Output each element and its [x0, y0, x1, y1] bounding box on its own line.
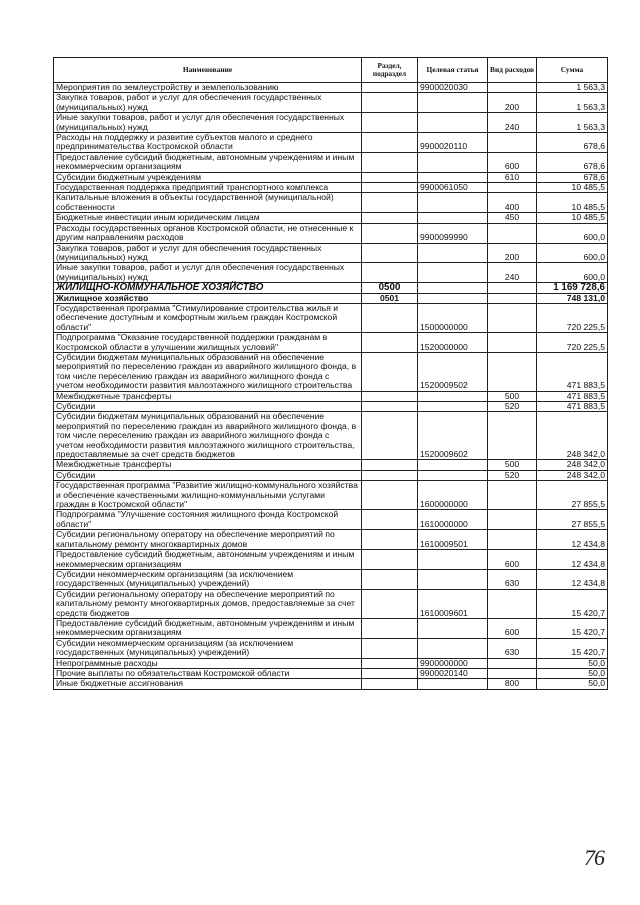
row-name: Субсидии некоммерческим организациям (за исключением государственных (муниципальных) учреждений) — [54, 569, 362, 589]
row-celevaya — [418, 152, 488, 172]
row-summa: 678,6 — [537, 152, 608, 172]
row-name: Иные закупки товаров, работ и услуг для обеспечения государственных (муниципальных) нужд — [54, 263, 362, 283]
row-razdel — [362, 481, 418, 510]
row-celevaya — [418, 391, 488, 401]
row-celevaya: 1520009502 — [418, 352, 488, 391]
row-summa: 1 169 728,6 — [537, 283, 608, 293]
row-summa: 600,0 — [537, 223, 608, 243]
row-summa: 678,6 — [537, 133, 608, 153]
row-celevaya: 1520009602 — [418, 412, 488, 460]
row-celevaya — [418, 550, 488, 570]
row-vid: 200 — [488, 243, 537, 263]
row-celevaya — [418, 113, 488, 133]
table-row — [54, 589, 608, 618]
row-vid — [488, 530, 537, 550]
row-name: Государственная программа "Развитие жилищно-коммунального хозяйства и обеспечение качественными жилищно-коммунальными услугами граждан в Костромской области" — [54, 481, 362, 510]
row-summa: 748 131,0 — [537, 293, 608, 303]
table-row — [54, 293, 608, 303]
table-row — [54, 668, 608, 678]
row-celevaya: 1500000000 — [418, 303, 488, 332]
table-row — [54, 303, 608, 332]
row-celevaya: 9900020030 — [418, 83, 488, 93]
row-vid — [488, 589, 537, 618]
row-celevaya — [418, 569, 488, 589]
row-vid — [488, 183, 537, 193]
row-summa: 50,0 — [537, 658, 608, 668]
row-name: Предоставление субсидий бюджетным, автономным учреждениям и иным некоммерческим организациям — [54, 618, 362, 638]
row-celevaya — [418, 638, 488, 658]
row-celevaya — [418, 402, 488, 412]
row-razdel — [362, 243, 418, 263]
row-vid: 200 — [488, 93, 537, 113]
row-summa: 678,6 — [537, 172, 608, 182]
table-row — [54, 263, 608, 283]
row-name: Субсидии региональному оператору на обеспечение мероприятий по капитальному ремонту многоквартирных домов — [54, 530, 362, 550]
row-celevaya: 9900000000 — [418, 658, 488, 668]
row-name: Бюджетные инвестиции иным юридическим лицам — [54, 213, 362, 223]
row-celevaya — [418, 293, 488, 303]
table-row — [54, 470, 608, 480]
row-vid: 400 — [488, 193, 537, 213]
row-summa: 600,0 — [537, 243, 608, 263]
row-summa: 1 563,3 — [537, 93, 608, 113]
table-row — [54, 172, 608, 182]
row-razdel — [362, 550, 418, 570]
row-summa: 12 434,8 — [537, 530, 608, 550]
row-name: Закупка товаров, работ и услуг для обеспечения государственных (муниципальных) нужд — [54, 243, 362, 263]
row-razdel — [362, 391, 418, 401]
row-name: Прочие выплаты по обязательствам Костромской области — [54, 668, 362, 678]
row-razdel — [362, 172, 418, 182]
table-row — [54, 530, 608, 550]
row-celevaya — [418, 679, 488, 689]
table-row — [54, 402, 608, 412]
page-number: 76 — [584, 845, 604, 870]
row-name: Субсидии — [54, 470, 362, 480]
row-razdel — [362, 133, 418, 153]
row-razdel — [362, 569, 418, 589]
row-vid: 630 — [488, 638, 537, 658]
table-row — [54, 333, 608, 353]
row-razdel — [362, 510, 418, 530]
row-razdel — [362, 679, 418, 689]
row-razdel — [362, 83, 418, 93]
row-summa: 15 420,7 — [537, 618, 608, 638]
table-row — [54, 83, 608, 93]
table-row — [54, 183, 608, 193]
table-body — [54, 83, 608, 690]
header-summa: Сумма — [537, 58, 608, 83]
table-row — [54, 412, 608, 460]
row-vid — [488, 510, 537, 530]
row-vid: 800 — [488, 679, 537, 689]
row-celevaya — [418, 618, 488, 638]
row-celevaya: 1610000000 — [418, 510, 488, 530]
row-vid: 520 — [488, 470, 537, 480]
row-vid — [488, 283, 537, 293]
row-razdel — [362, 412, 418, 460]
row-vid: 610 — [488, 172, 537, 182]
row-summa: 15 420,7 — [537, 589, 608, 618]
row-vid — [488, 333, 537, 353]
row-razdel — [362, 213, 418, 223]
row-razdel: 0501 — [362, 293, 418, 303]
table-row — [54, 243, 608, 263]
table-row — [54, 679, 608, 689]
row-razdel — [362, 152, 418, 172]
row-vid — [488, 133, 537, 153]
table-row — [54, 93, 608, 113]
row-name: Субсидии бюджетам муниципальных образований на обеспечение мероприятий по переселению граждан из аварийного жилищного фонда, в том числе переселению граждан из аварийного жилищного фонда с учетом необходимости развития малоэтажного жилищного строительства, предоставляемые за счет средств бюджетов — [54, 412, 362, 460]
table-row — [54, 352, 608, 391]
row-summa: 50,0 — [537, 679, 608, 689]
row-razdel — [362, 113, 418, 133]
row-summa: 248 342,0 — [537, 412, 608, 460]
table-row — [54, 550, 608, 570]
row-vid: 600 — [488, 152, 537, 172]
row-celevaya — [418, 193, 488, 213]
row-name: Иные бюджетные ассигнования — [54, 679, 362, 689]
row-summa: 720 225,5 — [537, 303, 608, 332]
row-summa: 12 434,8 — [537, 550, 608, 570]
row-name: Подпрограмма "Улучшение состояния жилищного фонда Костромской области" — [54, 510, 362, 530]
row-razdel — [362, 333, 418, 353]
row-name: Расходы на поддержку и развитие субъектов малого и среднего предпринимательства Костромской области — [54, 133, 362, 153]
row-razdel — [362, 223, 418, 243]
table-row — [54, 481, 608, 510]
budget-table — [53, 57, 608, 690]
header-celevaya: Целевая статья — [418, 58, 488, 83]
row-name: Жилищное хозяйство — [54, 293, 362, 303]
row-razdel — [362, 263, 418, 283]
row-summa: 471 883,5 — [537, 391, 608, 401]
row-razdel — [362, 193, 418, 213]
row-celevaya: 9900099990 — [418, 223, 488, 243]
row-razdel — [362, 638, 418, 658]
row-name: ЖИЛИЩНО-КОММУНАЛЬНОЕ ХОЗЯЙСТВО — [54, 283, 362, 293]
row-vid: 520 — [488, 402, 537, 412]
row-celevaya: 9900061050 — [418, 183, 488, 193]
row-name: Предоставление субсидий бюджетным, автономным учреждениям и иным некоммерческим организациям — [54, 152, 362, 172]
row-summa: 15 420,7 — [537, 638, 608, 658]
row-name: Капитальные вложения в объекты государственной (муниципальной) собственности — [54, 193, 362, 213]
table-row — [54, 569, 608, 589]
row-summa: 27 855,5 — [537, 510, 608, 530]
row-name: Субсидии — [54, 402, 362, 412]
row-razdel — [362, 460, 418, 470]
row-name: Государственная поддержка предприятий транспортного комплекса — [54, 183, 362, 193]
row-vid — [488, 352, 537, 391]
row-celevaya: 9900020140 — [418, 668, 488, 678]
row-celevaya — [418, 172, 488, 182]
table-row — [54, 213, 608, 223]
row-name: Субсидии некоммерческим организациям (за исключением государственных (муниципальных) учреждений) — [54, 638, 362, 658]
row-celevaya — [418, 93, 488, 113]
row-vid: 500 — [488, 460, 537, 470]
row-razdel — [362, 618, 418, 638]
row-razdel — [362, 658, 418, 668]
row-vid — [488, 668, 537, 678]
table-row — [54, 391, 608, 401]
row-name: Межбюджетные трансферты — [54, 460, 362, 470]
row-summa: 27 855,5 — [537, 481, 608, 510]
row-vid: 450 — [488, 213, 537, 223]
row-vid — [488, 481, 537, 510]
row-celevaya: 1610009501 — [418, 530, 488, 550]
table-row — [54, 658, 608, 668]
row-razdel: 0500 — [362, 283, 418, 293]
row-name: Предоставление субсидий бюджетным, автономным учреждениям и иным некоммерческим организациям — [54, 550, 362, 570]
table-row — [54, 152, 608, 172]
header-name: Наименование — [54, 58, 362, 83]
row-summa: 50,0 — [537, 668, 608, 678]
row-celevaya — [418, 263, 488, 283]
row-name: Субсидии региональному оператору на обеспечение мероприятий по капитальному ремонту многоквартирных домов, предоставляемые за счет средств бюджетов — [54, 589, 362, 618]
row-razdel — [362, 470, 418, 480]
table-row — [54, 460, 608, 470]
row-razdel — [362, 589, 418, 618]
row-vid: 240 — [488, 113, 537, 133]
row-name: Расходы государственных органов Костромской области, не отнесенные к другим направлениям расходов — [54, 223, 362, 243]
table-row — [54, 283, 608, 293]
row-celevaya: 9900020110 — [418, 133, 488, 153]
row-summa: 12 434,8 — [537, 569, 608, 589]
row-name: Мероприятия по землеустройству и землепользованию — [54, 83, 362, 93]
row-summa: 10 485,5 — [537, 213, 608, 223]
row-name: Субсидии бюджетам муниципальных образований на обеспечение мероприятий по переселению граждан из аварийного жилищного фонда, в том числе переселению граждан из аварийного жилищного фонда с учетом необходимости развития малоэтажного жилищного строительства — [54, 352, 362, 391]
row-vid — [488, 412, 537, 460]
row-vid — [488, 658, 537, 668]
header-razdel: Раздел, подраздел — [362, 58, 418, 83]
row-celevaya — [418, 470, 488, 480]
row-name: Межбюджетные трансферты — [54, 391, 362, 401]
table-row — [54, 618, 608, 638]
table-row — [54, 223, 608, 243]
row-razdel — [362, 183, 418, 193]
row-vid — [488, 303, 537, 332]
row-razdel — [362, 668, 418, 678]
row-summa: 1 563,3 — [537, 83, 608, 93]
row-name: Субсидии бюджетным учреждениям — [54, 172, 362, 182]
table-row — [54, 113, 608, 133]
row-name: Подпрограмма "Оказание государственной поддержки гражданам в Костромской области в улучшении жилищных условий" — [54, 333, 362, 353]
row-razdel — [362, 352, 418, 391]
row-vid: 600 — [488, 618, 537, 638]
row-celevaya — [418, 213, 488, 223]
row-summa: 471 883,5 — [537, 352, 608, 391]
row-summa: 10 485,5 — [537, 193, 608, 213]
header-vid: Вид расходов — [488, 58, 537, 83]
row-summa: 10 485,5 — [537, 183, 608, 193]
row-vid — [488, 293, 537, 303]
row-summa: 600,0 — [537, 263, 608, 283]
row-celevaya — [418, 283, 488, 293]
row-razdel — [362, 402, 418, 412]
row-celevaya: 1520000000 — [418, 333, 488, 353]
row-name: Иные закупки товаров, работ и услуг для обеспечения государственных (муниципальных) нужд — [54, 113, 362, 133]
table-header-row — [54, 58, 608, 83]
row-celevaya: 1610009601 — [418, 589, 488, 618]
row-celevaya: 1600000000 — [418, 481, 488, 510]
table-row — [54, 133, 608, 153]
row-vid — [488, 83, 537, 93]
row-vid: 630 — [488, 569, 537, 589]
table-row — [54, 193, 608, 213]
row-summa: 720 225,5 — [537, 333, 608, 353]
row-summa: 248 342,0 — [537, 470, 608, 480]
row-name: Закупка товаров, работ и услуг для обеспечения государственных (муниципальных) нужд — [54, 93, 362, 113]
row-vid: 240 — [488, 263, 537, 283]
row-summa: 471 883,5 — [537, 402, 608, 412]
row-name: Государственная программа "Стимулирование строительства жилья и обеспечение доступным и комфортным жильем граждан Костромской области" — [54, 303, 362, 332]
row-vid — [488, 223, 537, 243]
row-vid: 500 — [488, 391, 537, 401]
row-razdel — [362, 93, 418, 113]
row-vid: 600 — [488, 550, 537, 570]
row-celevaya — [418, 460, 488, 470]
row-celevaya — [418, 243, 488, 263]
row-summa: 1 563,3 — [537, 113, 608, 133]
row-summa: 248 342,0 — [537, 460, 608, 470]
row-razdel — [362, 303, 418, 332]
table-row — [54, 638, 608, 658]
row-razdel — [362, 530, 418, 550]
row-name: Непрограммные расходы — [54, 658, 362, 668]
table-row — [54, 510, 608, 530]
